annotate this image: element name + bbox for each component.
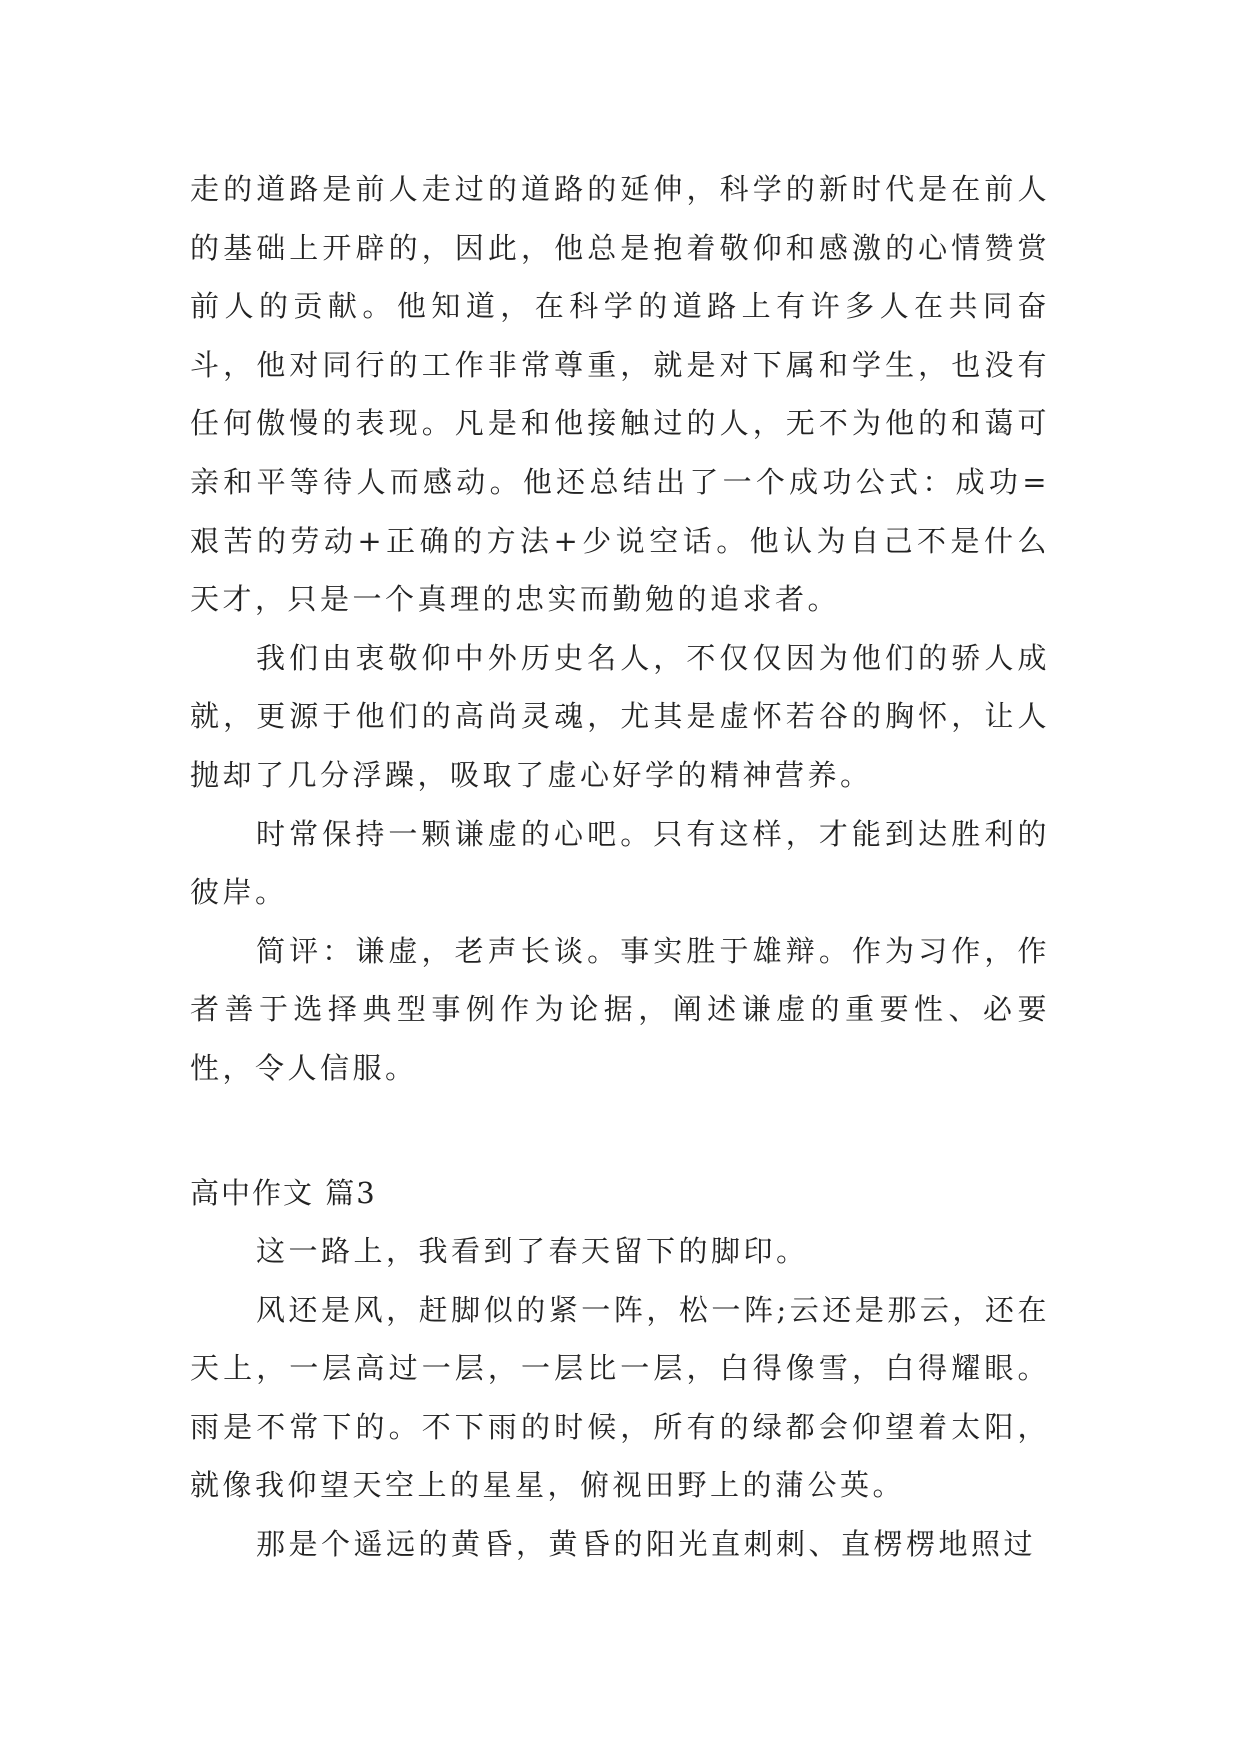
paragraph-humble-heart: 时常保持一颗谦虚的心吧。只有这样，才能到达胜利的彼岸。: [190, 816, 1050, 910]
section-heading: 高中作文 篇3: [190, 1175, 377, 1210]
paragraph-admiration: 我们由衷敬仰中外历史名人，不仅仅因为他们的骄人成就，更源于他们的高尚灵魂，尤其是虚怀若谷的胸怀，让人抛却了几分浮躁，吸取了虚心好学的精神营养。: [190, 640, 1050, 792]
document-page: [190, 160, 1050, 1620]
paragraph-wind-clouds: 风还是风，赶脚似的紧一阵，松一阵;云还是那云，还在天上，一层高过一层，一层比一层，白得像雪，白得耀眼。雨是不常下的。不下雨的时候，所有的绿都会仰望着太阳，就像我仰望天空上的星星，俯视田野上的蒲公英。: [190, 1292, 1050, 1503]
paragraph-dusk: 那是个遥远的黄昏，黄昏的阳光直刺刺、直楞楞地照过: [256, 1527, 1037, 1562]
paragraph-review: 简评：谦虚，老声长谈。事实胜于雄辩。作为习作，作者善于选择典型事例作为论据，阐述谦虚的重要性、必要性，令人信服。: [190, 933, 1050, 1085]
section-gap: [190, 1098, 1050, 1164]
paragraph-continuation: 走的道路是前人走过的道路的延伸，科学的新时代是在前人的基础上开辟的，因此，他总是抱着敬仰和感激的心情赞赏前人的贡献。他知道，在科学的道路上有许多人在共同奋斗，他对同行的工作非常尊重，就是对下属和学生，也没有任何傲慢的表现。凡是和他接触过的人，无不为他的和蔼可亲和平等待人而感动。他还总结出了一个成功公式：成功=艰苦的劳动+正确的方法+少说空话。他认为自己不是什么天才，只是一个真理的忠实而勤勉的追求者。: [190, 172, 1050, 617]
paragraph-spring-footprints: 这一路上，我看到了春天留下的脚印。: [256, 1234, 809, 1269]
